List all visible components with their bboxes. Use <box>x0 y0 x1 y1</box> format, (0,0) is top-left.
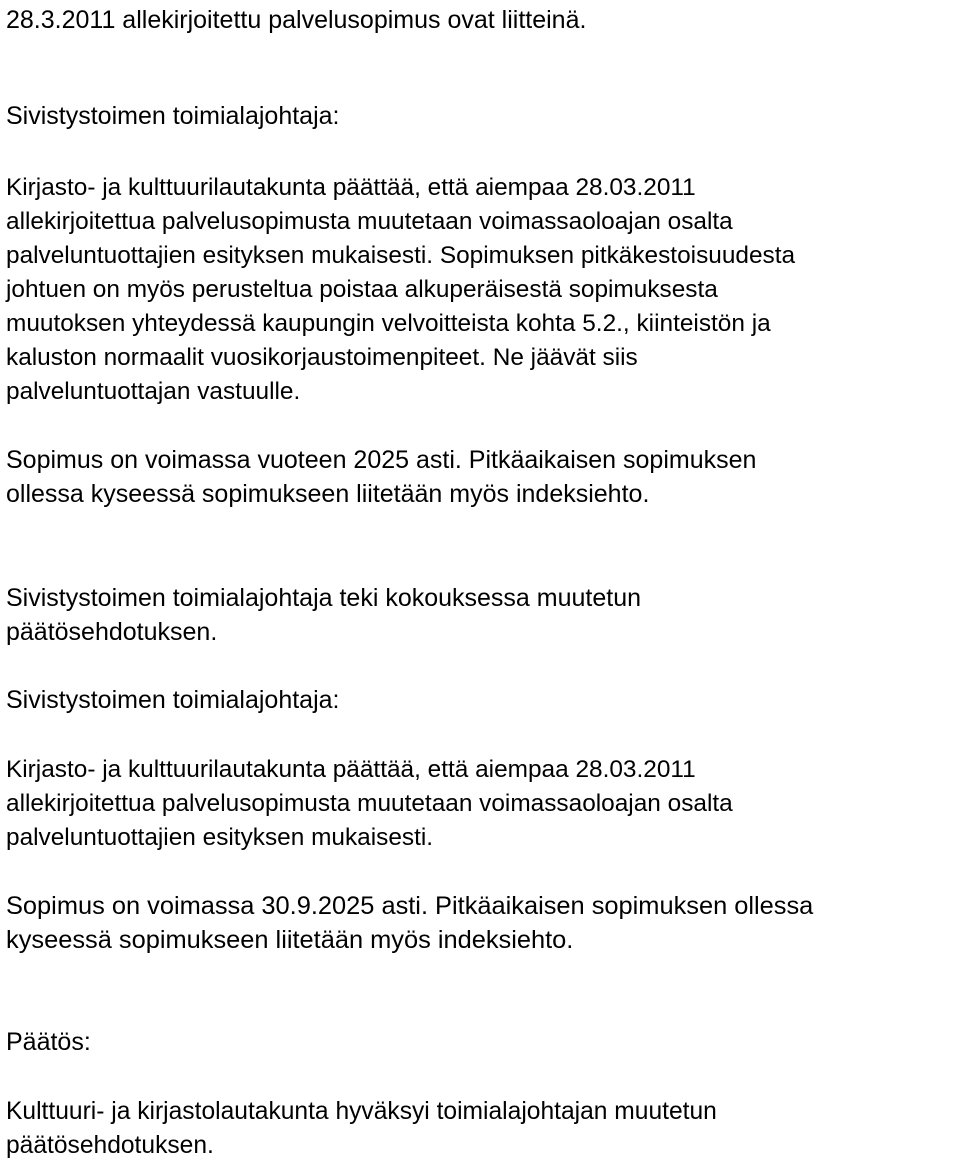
decision-heading: Päätös: <box>6 1028 91 1056</box>
heading-director: Sivistystoimen toimialajohtaja: <box>6 102 340 130</box>
amended-proposal-paragraph: Kirjasto- ja kulttuurilautakunta päättää, että aiempaa 28.03.2011 allekirjoitettua palvelusopimusta muutetaan voimassaoloajan osalta palveluntuottajien esityksen mukaisesti. <box>6 756 733 851</box>
amendment-note: Sivistystoimen toimialajohtaja teki kokouksessa muutetun päätösehdotuksen. <box>6 584 642 646</box>
decision-text: Kulttuuri- ja kirjastolautakunta hyväksyi toimialajohtajan muutetun päätösehdotuksen. <box>6 1098 717 1159</box>
intro-line: 28.3.2011 allekirjoitettu palvelusopimus ovat liitteinä. <box>6 6 587 34</box>
amended-validity-paragraph: Sopimus on voimassa 30.9.2025 asti. Pitkäaikaisen sopimuksen ollessa kyseessä sopimukseen liitetään myös indeksiehto. <box>6 892 814 954</box>
heading-director-amended: Sivistystoimen toimialajohtaja: <box>6 686 340 714</box>
validity-paragraph: Sopimus on voimassa vuoteen 2025 asti. Pitkäaikaisen sopimuksen ollessa kyseessä sopimukseen liitetään myös indeksiehto. <box>6 446 757 508</box>
proposal-paragraph: Kirjasto- ja kulttuurilautakunta päättää, että aiempaa 28.03.2011 allekirjoitettua palvelusopimusta muutetaan voimassaoloajan osalta palveluntuottajien esityksen mukaisesti. Sopimuksen pitkäkestoisuudesta johtuen on myös perusteltua poistaa alkuperäisestä sopimuksesta muutoksen yhteydessä kaupungin velvoitteista kohta 5.2., kiinteistön ja kaluston normaalit vuosikorjaustoimenpiteet. Ne jäävät siis palveluntuottajan vastuulle. <box>6 174 796 405</box>
